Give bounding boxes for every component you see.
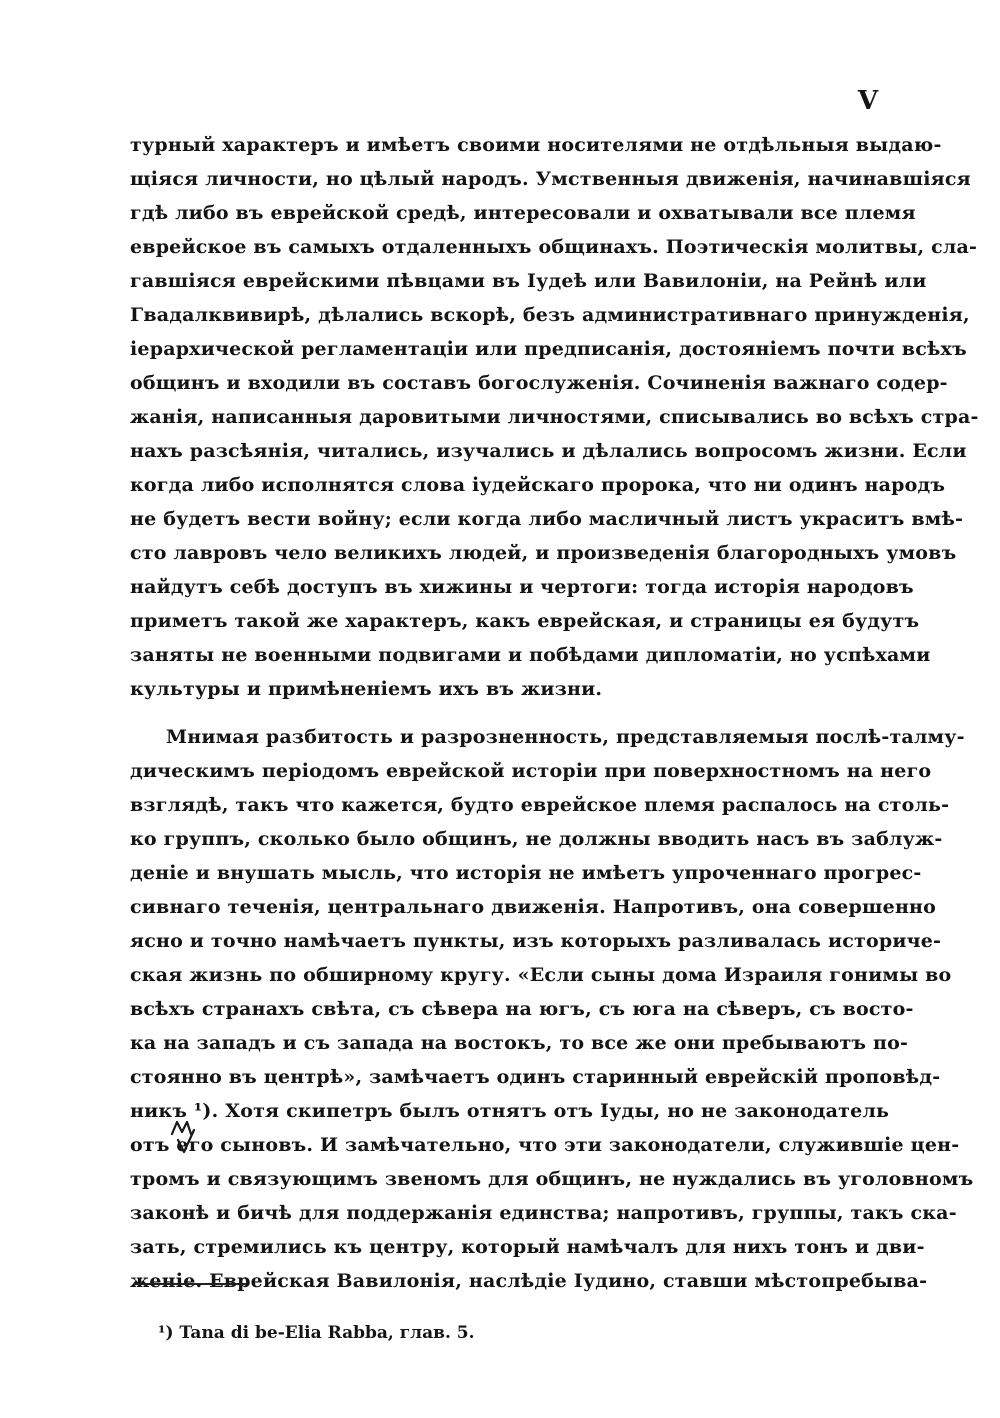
text-line: культуры и примѣненіемъ ихъ въ жизни. — [130, 678, 603, 700]
text-line: щіяся личности, но цѣлый народъ. Умственныя движенія, начинавшіяся — [130, 168, 971, 190]
text-line: ка на западъ и съ запада на востокъ, то все же они пребываютъ по- — [130, 1032, 909, 1054]
text-line: гдѣ либо въ еврейской средѣ, интересовали и охватывали все племя — [130, 202, 916, 224]
text-line: женіе. Еврейская Вавилонія, наслѣдіе Іудино, ставши мѣстопребыва- — [130, 1270, 928, 1292]
paragraph-gap — [130, 706, 870, 720]
text-line: іерархической регламентаціи или предписанія, достояніемъ почти всѣхъ — [130, 338, 967, 360]
paragraph-1 — [130, 128, 979, 706]
text-line: нахъ разсѣянія, читались, изучались и дѣлались вопросомъ жизни. Если — [130, 440, 967, 462]
text-line: когда либо исполнятся слова іудейскаго пророка, что ни одинъ народъ — [130, 474, 946, 496]
text-line: ская жизнь по обширному кругу. «Если сыны дома Израиля гонимы во — [130, 964, 952, 986]
text-line: Мнимая разбитость и разрозненность, представляемыя послѣ-талму- — [166, 726, 965, 748]
text-line: зать, стремились къ центру, который намѣчалъ для нихъ тонъ и дви- — [130, 1236, 925, 1258]
text-line: не будетъ вести войну; если когда либо масличный листъ украситъ вмѣ- — [130, 508, 964, 530]
text-line: заняты не военными подвигами и побѣдами дипломатіи, но успѣхами — [130, 644, 931, 666]
text-line: еврейское въ самыхъ отдаленныхъ общинахъ. Поэтическія молитвы, сла- — [130, 236, 978, 258]
text-line: дическимъ періодомъ еврейской исторіи при поверхностномъ на него — [130, 760, 932, 782]
page-body — [130, 128, 979, 1298]
text-line: найдутъ себѣ доступъ въ хижины и чертоги: тогда исторія народовъ — [130, 576, 914, 598]
text-line: сто лавровъ чело великихъ людей, и произведенія благородныхъ умовъ — [130, 542, 957, 564]
text-line: законѣ и бичѣ для поддержанія единства; напротивъ, группы, такъ ска- — [130, 1202, 957, 1224]
text-line: приметъ такой же характеръ, какъ еврейская, и страницы ея будутъ — [130, 610, 920, 632]
page-number: V — [857, 86, 878, 116]
paragraph-2 — [130, 720, 974, 1298]
text-line: деніе и внушать мысль, что исторія не имѣетъ упроченнаго прогрес- — [130, 862, 922, 884]
text-line: тромъ и связующимъ звеномъ для общинъ, не нуждались въ уголовномъ — [130, 1168, 974, 1190]
text-line: ясно и точно намѣчаетъ пункты, изъ которыхъ разливалась историче- — [130, 930, 942, 952]
footnote: ¹) Tana di be-Elia Rabba, глав. 5. — [158, 1323, 475, 1343]
text-line: общинъ и входили въ составъ богослуженія. Сочиненія важнаго содер- — [130, 372, 948, 394]
text-line: турный характеръ и имѣетъ своими носителями не отдѣльныя выдаю- — [130, 134, 942, 156]
text-line: сивнаго теченія, центральнаго движенія. Напротивъ, она совершенно — [130, 896, 937, 918]
footnote-divider — [134, 1283, 246, 1285]
text-line: ко группъ, сколько было общинъ, не должны вводить насъ въ заблуж- — [130, 828, 943, 850]
text-line: гавшіяся еврейскими пѣвцами въ Іудеѣ или Вавилоніи, на Рейнѣ или — [130, 270, 927, 292]
text-line: Гвадалквивирѣ, дѣлались вскорѣ, безъ административнаго принужденія, — [130, 304, 970, 326]
text-line: отъ его сыновъ. И замѣчательно, что эти законодатели, служившіе цен- — [130, 1134, 960, 1156]
text-line: всѣхъ странахъ свѣта, съ сѣвера на югъ, съ юга на сѣверъ, съ восто- — [130, 998, 914, 1020]
text-line: никъ ¹). Хотя скипетръ былъ отнятъ отъ Іуды, но не законодатель — [130, 1100, 890, 1122]
text-line: стоянно въ центрѣ», замѣчаетъ одинъ старинный еврейскій проповѣд- — [130, 1066, 941, 1088]
text-line: жанія, написанныя даровитыми личностями, списывались во всѣхъ стра- — [130, 406, 979, 428]
handwritten-correction-mark — [168, 1118, 204, 1158]
text-line: взглядѣ, такъ что кажется, будто еврейское племя распалось на столь- — [130, 794, 950, 816]
